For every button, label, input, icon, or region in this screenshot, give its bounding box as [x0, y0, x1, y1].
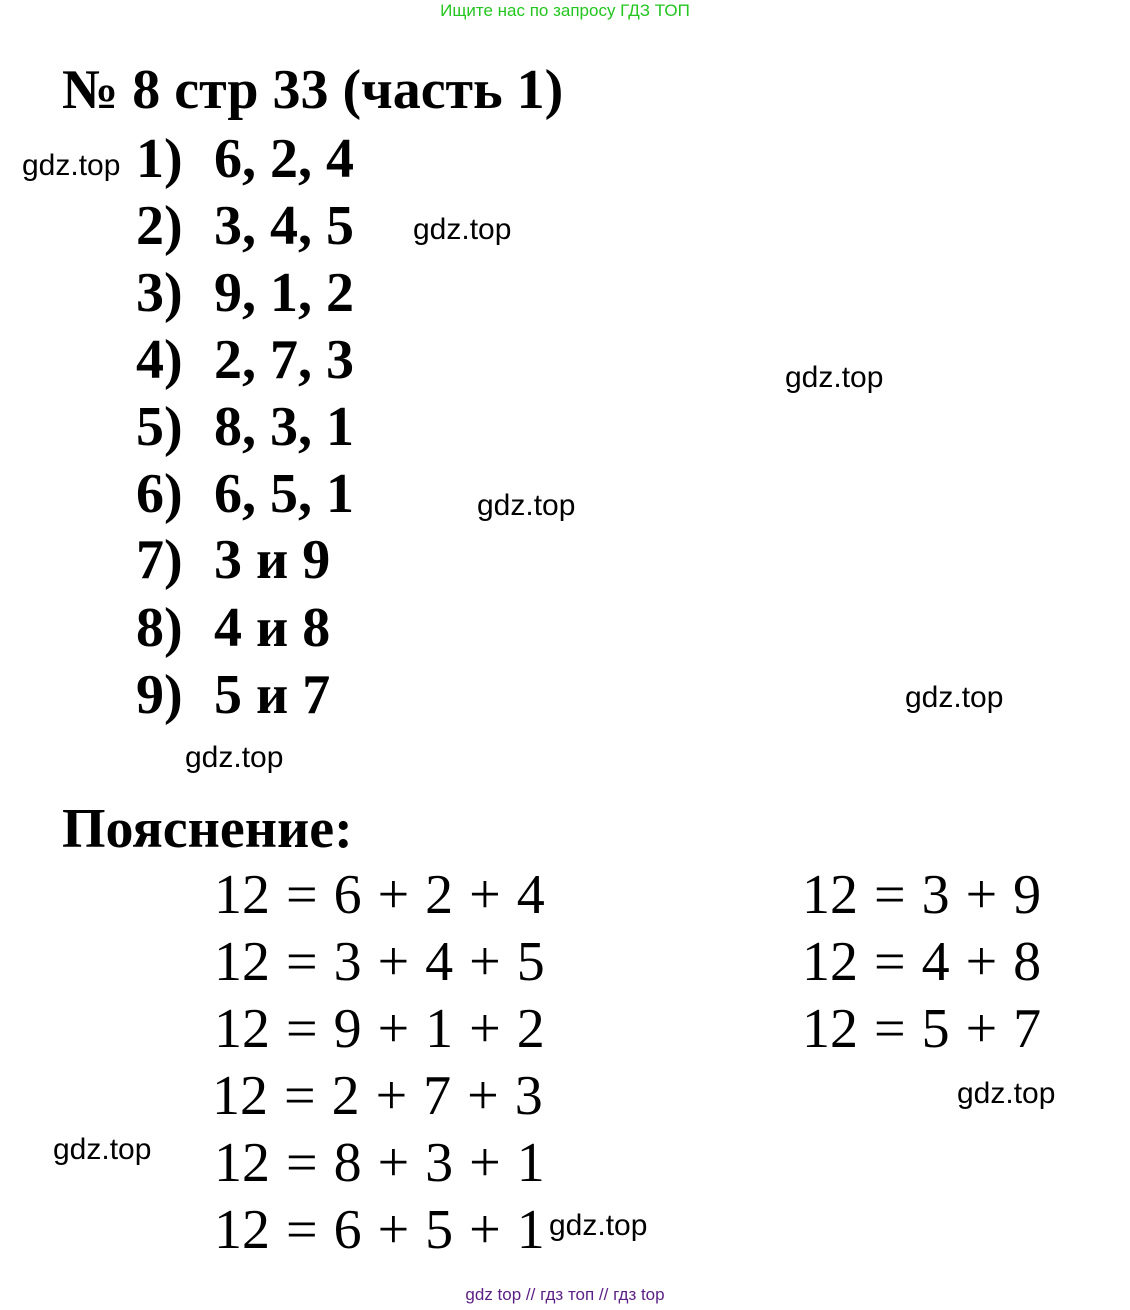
search-banner: Ищите нас по запросу ГДЗ ТОП	[440, 1, 690, 20]
answer-item	[136, 595, 330, 661]
watermark: gdz.top	[957, 1077, 1056, 1110]
answer-text: 9, 1, 2	[214, 262, 354, 324]
answer-item	[136, 260, 354, 326]
watermark: gdz.top	[185, 741, 284, 774]
answer-number: 8)	[136, 597, 183, 659]
answer-item	[136, 527, 330, 593]
answer-number: 9)	[136, 664, 183, 726]
watermark: gdz.top	[477, 489, 576, 522]
answer-text: 5 и 7	[214, 664, 331, 726]
explanation-heading: Пояснение:	[62, 798, 353, 860]
answer-text: 3 и 9	[214, 529, 331, 591]
answer-number: 2)	[136, 195, 183, 257]
answer-text: 3, 4, 5	[214, 195, 354, 257]
answer-item	[136, 461, 354, 527]
watermark: gdz.top	[413, 213, 512, 246]
answer-item	[136, 327, 354, 393]
answer-text: 8, 3, 1	[214, 396, 354, 458]
equation-left: 12 = 9 + 1 + 2	[214, 998, 545, 1060]
page-title: № 8 стр 33 (часть 1)	[62, 59, 564, 121]
answer-number: 4)	[136, 329, 183, 391]
answer-item	[136, 394, 354, 460]
watermark: gdz.top	[905, 681, 1004, 714]
answer-item	[136, 193, 354, 259]
equation-right: 12 = 5 + 7	[802, 998, 1042, 1060]
watermark: gdz.top	[785, 361, 884, 394]
answer-number: 7)	[136, 529, 183, 591]
answer-text: 2, 7, 3	[214, 329, 354, 391]
answer-number: 3)	[136, 262, 183, 324]
watermark: gdz.top	[22, 149, 121, 182]
equation-left: 12 = 2 + 7 + 3	[212, 1065, 543, 1127]
answer-item	[136, 126, 354, 192]
answer-number: 5)	[136, 396, 183, 458]
watermark: gdz.top	[53, 1133, 152, 1166]
footer-links: gdz top // гдз топ // гдз top	[465, 1285, 665, 1304]
answer-text: 6, 5, 1	[214, 463, 354, 525]
answer-text: 6, 2, 4	[214, 128, 354, 190]
answer-number: 1)	[136, 128, 183, 190]
equation-right: 12 = 4 + 8	[802, 931, 1042, 993]
watermark: gdz.top	[549, 1209, 648, 1242]
answer-item	[136, 662, 330, 728]
equation-left: 12 = 3 + 4 + 5	[214, 931, 545, 993]
equation-right: 12 = 3 + 9	[802, 864, 1042, 926]
answer-text: 4 и 8	[214, 597, 331, 659]
answer-number: 6)	[136, 463, 183, 525]
equation-left: 12 = 8 + 3 + 1	[214, 1132, 545, 1194]
equation-left: 12 = 6 + 2 + 4	[214, 864, 545, 926]
equation-left: 12 = 6 + 5 + 1	[214, 1199, 545, 1261]
